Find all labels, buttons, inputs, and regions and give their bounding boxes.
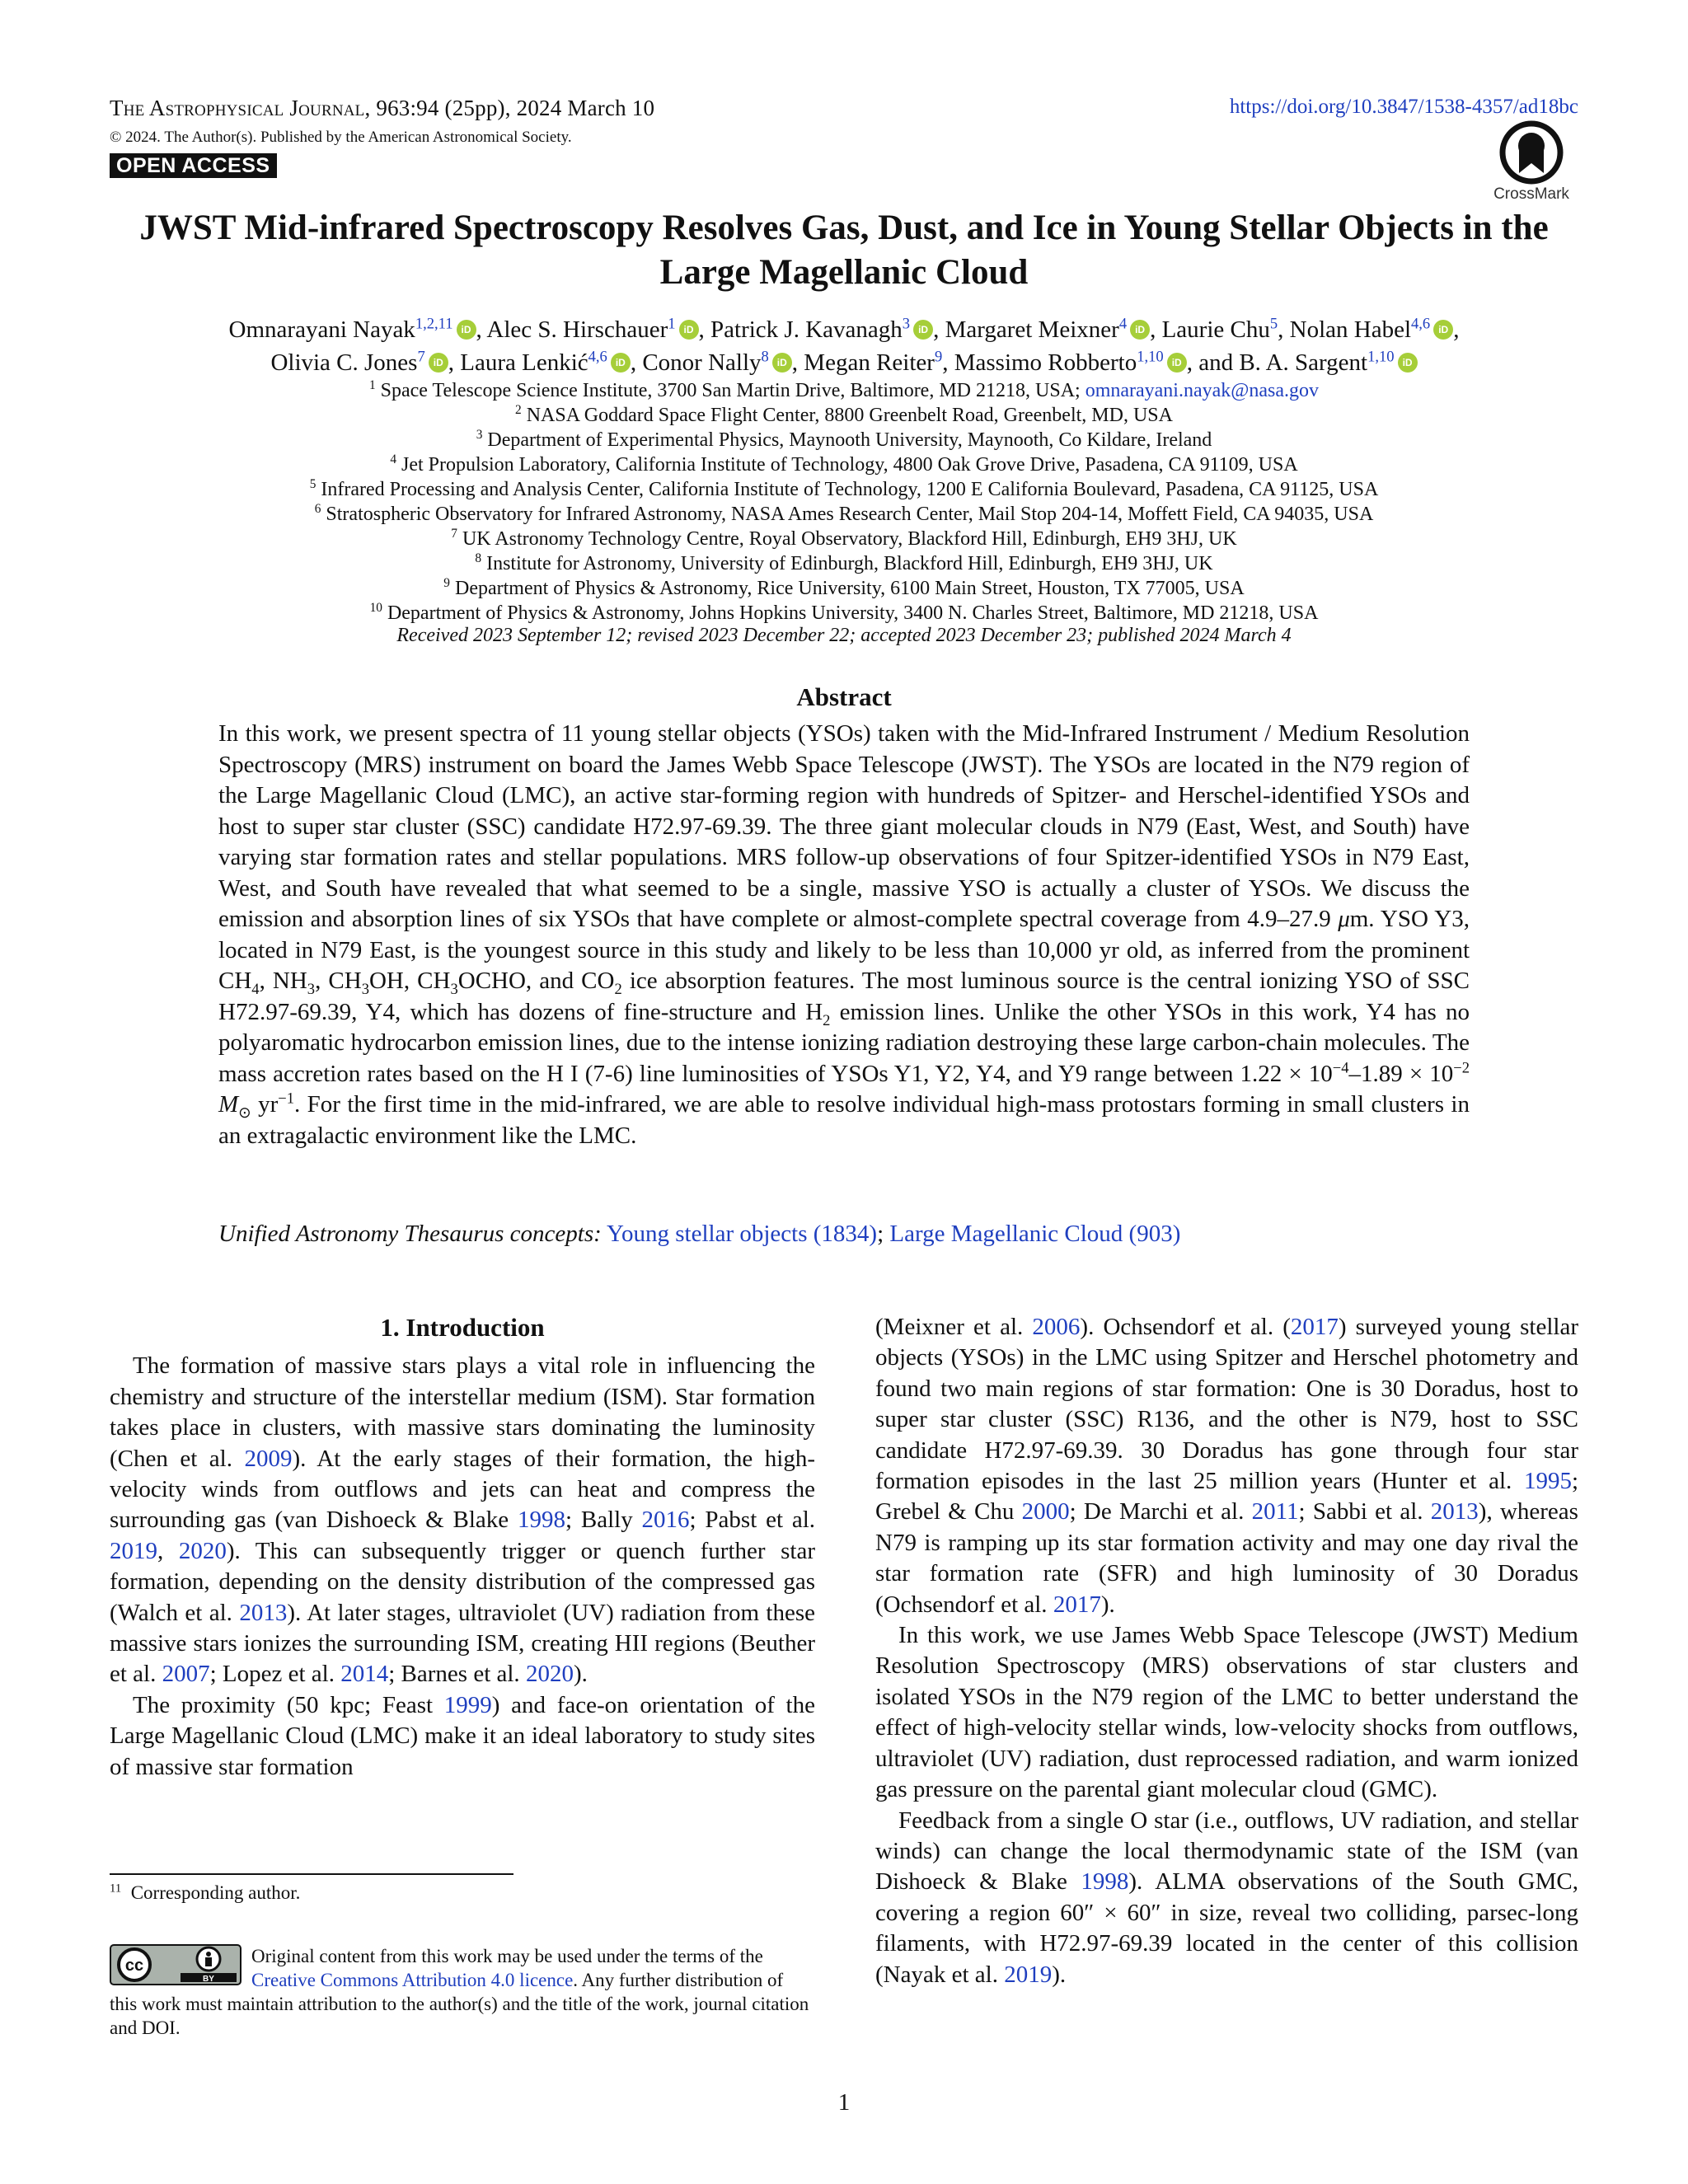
affiliation-item: $^4$ Jet Propulsion Laboratory, California Institute of Technology, 4800 Oak Grove Drive, Pasadena, CA 91109, USA [390,452,1298,476]
orcid-icon[interactable]: iD [429,353,448,373]
journal-citation [110,96,654,121]
crossmark-badge[interactable] [1489,120,1574,204]
doi-link[interactable]: https://doi.org/10.3847/1538-4357/ad18bc [1229,96,1578,118]
citation-link[interactable]: 2006 [1032,1314,1081,1340]
footnote: $^{11}$ Corresponding author. [110,1882,301,1903]
affiliation-item: $^6$ Stratospheric Observatory for Infrared Astronomy, NASA Ames Research Center, Mail Stop 204-14, Moffett Field, CA 94035, USA [314,502,1374,525]
author-name: Olivia C. Jones [270,349,418,376]
citation-link[interactable]: 2007 [162,1661,210,1688]
author-affiliation-ref[interactable]: 1,10 [1367,348,1395,366]
author-affiliation-ref[interactable]: 3 [902,315,911,333]
citation-link[interactable]: 2013 [1430,1498,1479,1526]
paper-title: JWST Mid-infrared Spectroscopy Resolves Gas, Dust, and Ice in Young Stellar Objects in the Large Magellanic Cloud [139,209,1549,292]
citation-link[interactable]: 2000 [1021,1498,1070,1526]
author-name: Laurie Chu [1161,316,1270,343]
uat-label: Unified Astronomy Thesaurus concepts: [218,1221,602,1247]
author-affiliation-ref[interactable]: 5 [1269,315,1278,333]
author-name: Omnarayani Nayak [228,316,415,343]
license-link[interactable]: Creative Commons Attribution 4.0 licence [251,1970,574,1990]
author-name: Margaret Meixner [945,316,1119,343]
author-name: Massimo Robberto [954,349,1137,376]
orcid-icon[interactable]: iD [1433,320,1453,340]
citation-link[interactable]: 1998 [518,1507,565,1534]
affiliation-item: $^7$ UK Astronomy Technology Centre, Royal Observatory, Blackford Hill, Edinburgh, EH9 3HJ, UK [451,527,1237,550]
affiliation-item: $^9$ Department of Physics & Astronomy, Rice University, 6100 Main Street, Houston, TX 77005, USA [443,576,1245,599]
right-column [875,1312,1578,1990]
author-name: B. A. Sargent [1239,349,1368,376]
author-list: Omnarayani Nayak$^{1,2,11}$ iD , Alec S. Hirschauer$^1$ iD , Patrick J. Kavanagh$^3$ iD , Margaret Meixner$^4$ iD , Laurie Chu$^5$, Nolan Habel$^{4,6}$ iD , Olivia C. Jones$^7$ iD , Laura Lenkić$^{4,6}$ iD , Conor Nally$^8$ iD , Megan Reiter$^9$, Massimo Robberto$^{1,10}$ iD , and B. A. Sargent$^{1,10}$ iD [228,315,1460,376]
citation-info: , 963:94 (25pp), 2024 March 10 [364,96,655,120]
citation-link[interactable]: 2020 [525,1661,574,1688]
creative-commons-by-icon [110,1944,241,1985]
author-name: Patrick J. Kavanagh [710,316,903,343]
affiliation-list [110,378,1578,626]
uat-link-lmc[interactable]: Large Magellanic Cloud (903) [889,1221,1181,1247]
citation-link[interactable]: 2011 [1251,1498,1299,1526]
citation-link[interactable]: 1995 [1523,1468,1572,1495]
author-affiliation-ref[interactable]: 8 [761,348,769,366]
uat-concepts: Unified Astronomy Thesaurus concepts: Young stellar objects (1834); Large Magellanic Cloud (903) [218,1221,1181,1247]
orcid-icon[interactable]: iD [913,320,933,340]
citation-link[interactable]: 2013 [239,1599,288,1626]
email-link[interactable]: omnarayani.nayak@nasa.gov [1085,380,1320,401]
author-affiliation-ref[interactable]: 7 [417,348,425,366]
orcid-icon[interactable]: iD [679,320,699,340]
citation-link[interactable]: 2019 [1004,1961,1053,1988]
citation-link[interactable]: 2016 [641,1507,690,1534]
author-affiliation-ref[interactable]: 1,10 [1137,348,1164,366]
section-heading-introduction: 1. Introduction [380,1313,545,1342]
citation-link[interactable]: 2019 [110,1537,157,1564]
affiliation-item: $^3$ Department of Experimental Physics, Maynooth University, Maynooth, Co Kildare, Ireland [476,428,1212,451]
orcid-icon[interactable]: iD [1398,353,1418,373]
intro-paragraph-4: Feedback from a single O star (i.e., outflows, UV radiation, and stellar winds) can change the local thermodynamic state of the ISM (van Dishoeck & Blake 1998). ALMA observations of the South GMC, covering a region 60″ × 60″ in size, reveal two colliding, parsec-long filaments, with H72.97-69.39 located in the center of this collision (Nayak et al. 2019). [875,1807,1578,1988]
author-affiliation-ref[interactable]: 1,2,11 [415,315,453,333]
journal-name: The Astrophysical Journal [110,96,365,120]
abstract-heading: Abstract [796,682,892,711]
orcid-icon[interactable]: iD [1167,353,1187,373]
author-name: Conor Nally [642,349,762,376]
citation-link[interactable]: 2009 [244,1445,293,1472]
citation-link[interactable]: 2020 [178,1537,227,1564]
author-name: Laura Lenkić [460,349,588,376]
citation-link[interactable]: 2017 [1290,1314,1339,1340]
citation-link[interactable]: 1999 [443,1691,492,1718]
citation-link[interactable]: 1998 [1081,1868,1129,1896]
citation-link[interactable]: 2014 [340,1661,389,1688]
by-mark: BY [203,1975,214,1984]
citation-link[interactable]: 2017 [1053,1591,1101,1618]
author-name: Alec S. Hirschauer [486,316,668,343]
copyright-line: © 2024. The Author(s). Published by the American Astronomical Society. [110,129,572,146]
intro-paragraph-3: In this work, we use James Webb Space Telescope (JWST) Medium Resolution Spectroscopy (MRS) observations of star clusters and isolated YSOs in the N79 region of the LMC to better understand the effect of high-velocity stellar winds, low-velocity shocks from outflows, ultraviolet (UV) radiation, dust reprocessed radiation, and warm ionized gas pressure on the parental giant molecular cloud (GMC). [875,1622,1578,1803]
abstract-text: In this work, we present spectra of 11 young stellar objects (YSOs) taken with the Mid-Infrared Instrument / Medium Resolution Spectroscopy (MRS) instrument on board the James Webb Space Telescope (JWST). The YSOs are located in the N79 region of the Large Magellanic Cloud (LMC), an active star-forming region with hundreds of Spitzer- and Herschel-identified YSOs and host to super star cluster (SSC) candidate H72.97-69.39. The three giant molecular clouds in N79 (East, West, and South) have varying star formation rates and stellar populations. MRS follow-up observations of four Spitzer-identified YSOs in N79 East, West, and South have revealed that what seemed to be a single, massive YSO is actually a cluster of YSOs. We discuss the emission and absorption lines of six YSOs that have complete or almost-complete spectral coverage from 4.9–27.9 μm. YSO Y3, located in N79 East, is the youngest source in this study and likely to be less than 10,000 yr old, as inferred from the prominent $CH_4$, $NH_3$, $CH_3OH$, $CH_3OCHO$, and $CO_2$ ice absorption features. The most luminous source is the central ionizing YSO of SSC H72.97-69.39, Y4, which has dozens of fine-structure and $H_2$ emission lines. Unlike the other YSOs in this work, Y4 has no polyaromatic hydrocarbon emission lines, due to the intense ionizing radiation destroying these large carbon-chain molecules. The mass accretion rates based on the H I (7-6) line luminosities of YSOs Y1, Y2, Y4, and Y9 range between $1.22 \times 10^{-4}-1.89 \times 10^{-2}$ $M_⊙$ $yr^{-1}$. For the first time in the mid-infrared, we are able to resolve individual high-mass protostars forming in small clusters in an extragalactic environment like the LMC. [218,720,1470,1149]
intro-paragraph-1: The formation of massive stars plays a vital role in influencing the chemistry and structure of the interstellar medium (ISM). Star formation takes place in clusters, with massive stars dominating the luminosity (Chen et al. 2009). At the early stages of their formation, the high-velocity winds from outflows and jets can heat and compress the surrounding gas (van Dishoeck & Blake 1998; Bally 2016; Pabst et al. 2019, 2020). This can subsequently trigger or quench further star formation, depending on the density distribution of the compressed gas (Walch et al. 2013). At later stages, ultraviolet (UV) radiation from these massive stars ionizes the surrounding ISM, creating HII regions (Beuther et al. 2007; Lopez et al. 2014; Barnes et al. 2020). [110,1352,816,1688]
affiliation-item: $^5$ Infrared Processing and Analysis Center, California Institute of Technology, 1200 E California Boulevard, Pasadena, CA 91125, USA [309,477,1379,500]
affiliation-item: $^{10}$ Department of Physics & Astronomy, Johns Hopkins University, 3400 N. Charles Street, Baltimore, MD 21218, USA [369,601,1319,624]
orcid-icon[interactable]: iD [611,353,631,373]
author-affiliation-ref[interactable]: 4,6 [588,348,607,366]
left-column [110,1312,815,1783]
orcid-icon[interactable]: iD [1130,320,1150,340]
received-dates: Received 2023 September 12; revised 2023 December 22; accepted 2023 December 23; published 2024 March 4 [396,625,1292,646]
intro-paragraph-continued: (Meixner et al. 2006). Ochsendorf et al. (2017) surveyed young stellar objects (YSOs) in the LMC using Spitzer and Herschel photometry and found two main regions of star formation: One is 30 Doradus, host to super star cluster (SSC) R136, and the other is N79, host to SSC candidate H72.97-69.39. 30 Doradus has gone through four star formation episodes in the last 25 million years (Hunter et al. 1995; Grebel & Chu 2000; De Marchi et al. 2011; Sabbi et al. 2013), whereas N79 is ramping up its star formation activity and may one day rival the star formation rate (SFR) and high luminosity of 30 Doradus (Ochsendorf et al. 2017). [875,1314,1578,1618]
affiliation-item: $^8$ Institute for Astronomy, University of Edinburgh, Blackford Hill, Edinburgh, EH9 3HJ, UK [475,551,1213,574]
affiliation-item: $^1$ Space Telescope Science Institute, 3700 San Martin Drive, Baltimore, MD 21218, USA; omnarayani.nayak@nasa.gov [368,378,1320,401]
intro-paragraph-2: The proximity (50 kpc; Feast 1999) and face-on orientation of the Large Magellanic Cloud (LMC) make it an ideal laboratory to study sites of massive star formation [110,1691,815,1780]
orcid-icon[interactable]: iD [457,320,476,340]
page-number: 1 [837,2089,851,2116]
license-notice: cc BY Original content from this work may be used under the terms of the Creative Commons Attribution 4.0 licence. Any further distribution of this work must maintain attribution to the author(s) and the title of the work, journal citation and DOI. [110,1946,809,2038]
author-affiliation-ref[interactable]: 4 [1118,315,1128,333]
author-affiliation-ref[interactable]: 9 [934,348,943,366]
author-affiliation-ref[interactable]: 4,6 [1411,315,1431,333]
author-name: Megan Reiter [804,349,935,376]
crossmark-label: CrossMark [1493,185,1569,203]
cc-mark: cc [124,1957,144,1975]
uat-link-ysos[interactable]: Young stellar objects (1834) [606,1221,878,1247]
author-name: Nolan Habel [1289,316,1412,343]
crossmark-icon [1499,120,1564,185]
footnote-rule [110,1873,513,1875]
affiliation-item: $^2$ NASA Goddard Space Flight Center, 8800 Greenbelt Road, Greenbelt, MD, USA [515,403,1173,426]
orcid-icon[interactable]: iD [772,353,792,373]
open-access-badge: OPEN ACCESS [110,153,277,178]
author-affiliation-ref[interactable]: 1 [668,315,676,333]
